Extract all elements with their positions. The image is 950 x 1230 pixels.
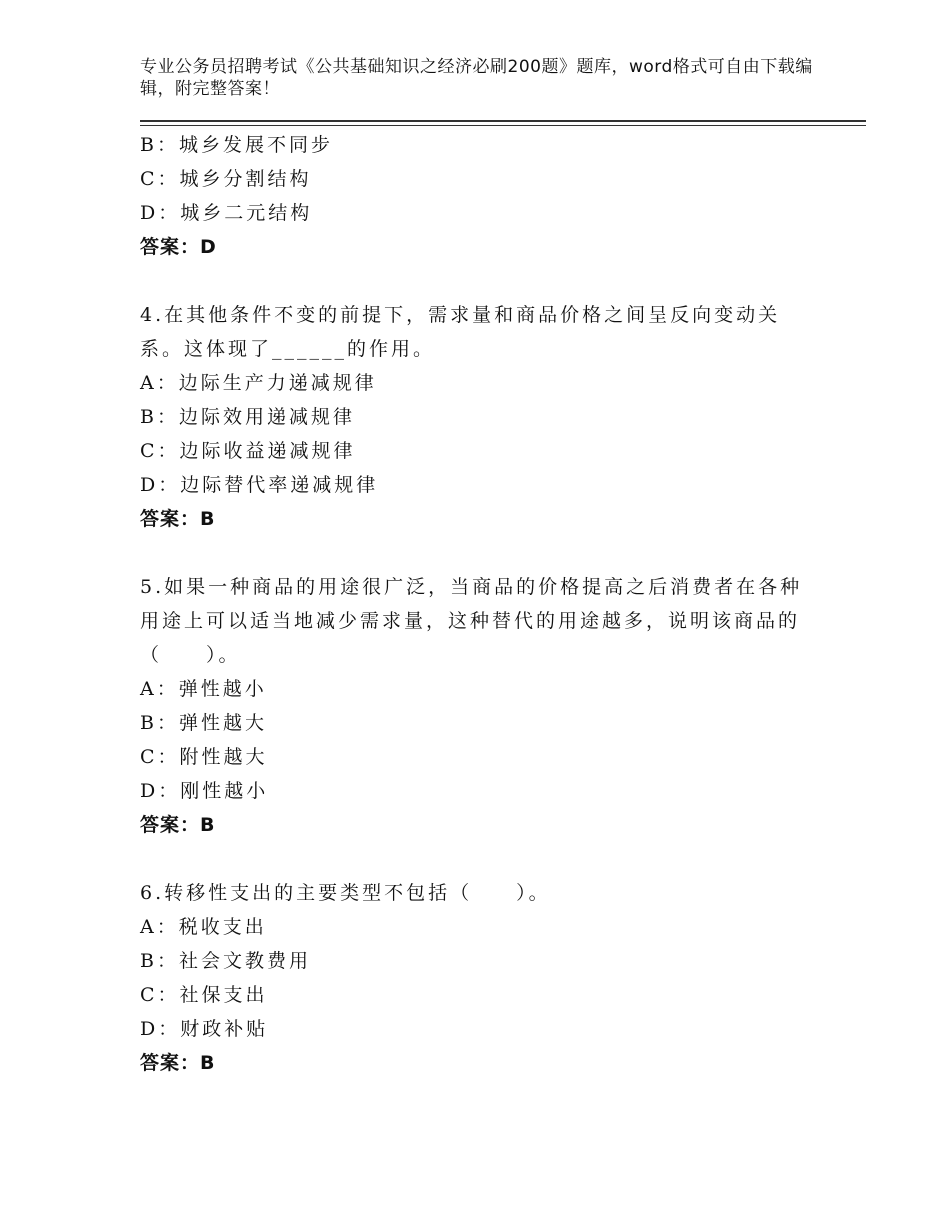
header-rule-thin [140,125,866,126]
question-block-5 [140,570,820,842]
question-block-6 [140,876,820,1080]
option-d: D：边际替代率递减规律 [140,474,379,496]
option-d: D：财政补贴 [140,1018,269,1040]
option-a: A：边际生产力递减规律 [140,372,377,394]
option-b: B：边际效用递减规律 [140,406,355,428]
option-c: C：社保支出 [140,984,268,1006]
option-b: B：社会文教费用 [140,950,311,972]
option-b: B：弹性越大 [140,712,267,734]
option-c: C：附性越大 [140,746,268,768]
option-a: A：税收支出 [140,916,267,938]
option-c: C：边际收益递减规律 [140,440,356,462]
option-a: A：弹性越小 [140,678,267,700]
question-text: 6.转移性支出的主要类型不包括（ ）。 [140,882,551,904]
header-rule-thick [140,120,866,122]
answer-label: 答案：B [140,508,216,530]
option-d: D：城乡二元结构 [140,202,313,224]
page-header: 专业公务员招聘考试《公共基础知识之经济必刷200题》题库，word格式可自由下载编辑，附完整答案！ [140,57,813,99]
option-c: C：城乡分割结构 [140,168,312,190]
question-text: 4.在其他条件不变的前提下，需求量和商品价格之间呈反向变动关系。这体现了______的作用。 [140,304,781,360]
question-block-3-continued [140,128,820,264]
option-b: B：城乡发展不同步 [140,134,333,156]
answer-label: 答案：B [140,814,216,836]
answer-label: 答案：B [140,1052,216,1074]
question-block-4 [140,298,820,536]
question-text: 5.如果一种商品的用途很广泛，当商品的价格提高之后消费者在各种用途上可以适当地减少需求量，这种替代的用途越多，说明该商品的（ ）。 [140,576,803,666]
answer-label: 答案：D [140,236,217,258]
question-content [140,128,820,1080]
option-d: D：刚性越小 [140,780,269,802]
